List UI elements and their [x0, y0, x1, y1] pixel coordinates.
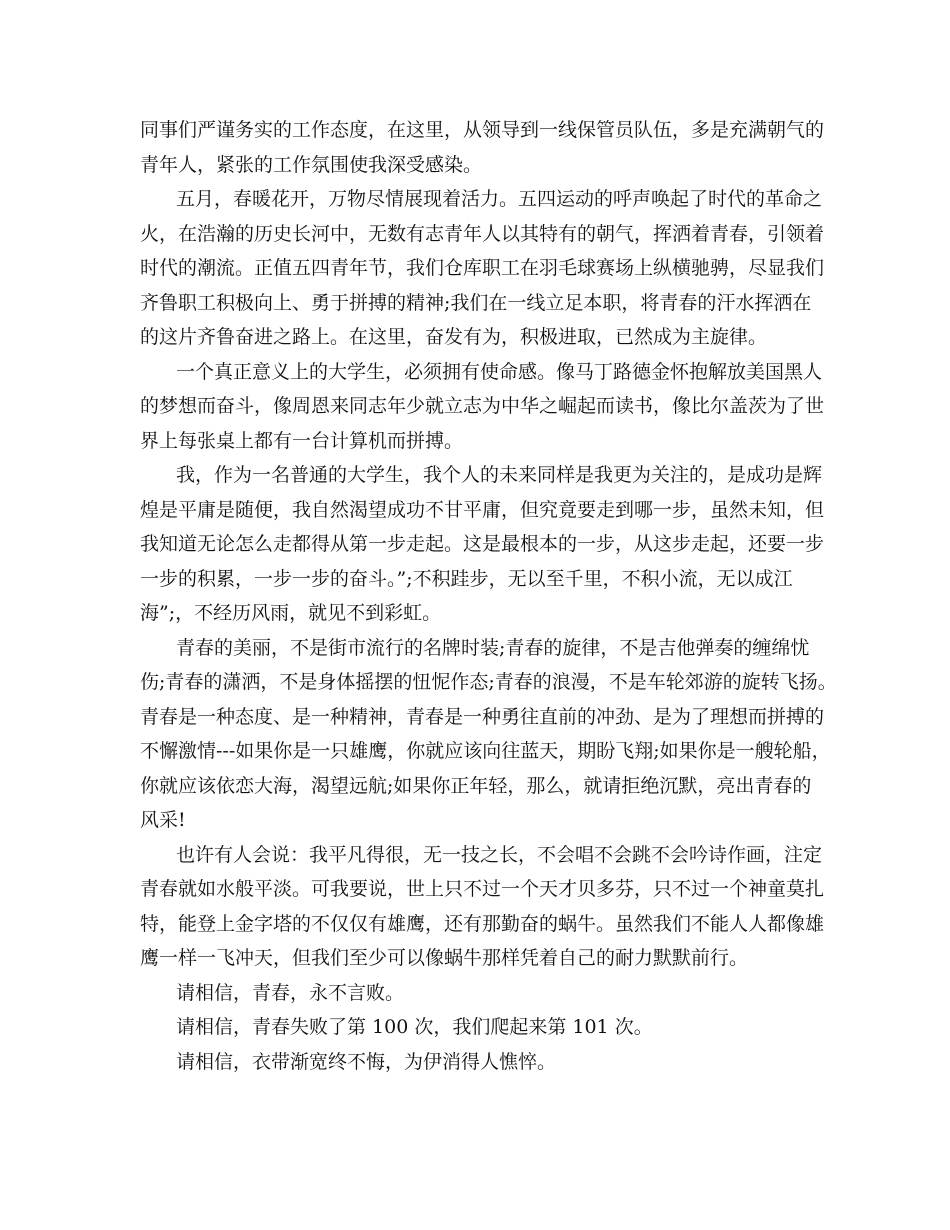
paragraph-8: [140, 1010, 830, 1045]
paragraph-9: [140, 1045, 830, 1080]
text-line: 青春的美丽，不是街市流行的名牌时装;青春的旋律，不是吉他弹奏的缠绵忧: [176, 636, 810, 659]
text-line: 火，在浩瀚的历史长河中，无数有志青年人以其特有的朝气，挥洒着青春，引领着: [140, 222, 825, 245]
document-body: [140, 113, 837, 1079]
text-line: 风采!: [140, 809, 186, 831]
text-line: 青春是一种态度、是一种精神，青春是一种勇往直前的冲劲、是为了理想而拼搏的: [140, 705, 825, 728]
text-line: 鹰一样一飞冲天，但我们至少可以像蜗牛那样凭着自己的耐力默默前行。: [140, 947, 749, 969]
text-line: 特，能登上金字塔的不仅仅有雄鹰，还有那勤奋的蜗牛。虽然我们不能人人都像雄: [140, 912, 825, 935]
text-line: 五月，春暖花开，万物尽情展现着活力。五四运动的呼声唤起了时代的革命之: [176, 188, 823, 210]
text-line: 一个真正意义上的大学生，必须拥有使命感。像马丁路德金怀抱解放美国黑人: [176, 360, 823, 383]
paragraph-6: [140, 838, 830, 976]
text-line: 齐鲁职工积极向上、勇于拼搏的精神;我们在一线立足本职，将青春的汗水挥洒在: [140, 291, 812, 314]
text-line: 同事们严谨务实的工作态度，在这里，从领导到一线保管员队伍，多是充满朝气的: [140, 119, 825, 141]
text-line: 请相信，衣带渐宽终不悔，为伊消得人憔悴。: [176, 1050, 557, 1073]
paragraph-2: [140, 182, 830, 355]
text-line: 不懈激情---如果你是一只雄鹰，你就应该向往蓝天，期盼飞翔;如果你是一艘轮船，: [140, 740, 831, 762]
text-line: 的这片齐鲁奋进之路上。在这里，奋发有为，积极进取，已然成为主旋律。: [140, 326, 768, 348]
text-line: 请相信，青春失败了第 100 次，我们爬起来第 101 次。: [176, 1016, 653, 1038]
text-line: 青年人，紧张的工作氛围使我深受感染。: [140, 153, 483, 176]
text-line: 伤;青春的潇洒，不是身体摇摆的忸怩作态;青春的浪漫，不是车轮郊游的旋转飞扬。: [140, 671, 837, 693]
text-line: 青春就如水般平淡。可我要说，世上只不过一个天才贝多芬，只不过一个神童莫扎: [140, 878, 825, 900]
paragraph-5: [140, 631, 837, 838]
text-line: 你就应该依恋大海，渴望远航;如果你正年轻，那么，就请拒绝沉默，亮出青春的: [140, 774, 812, 797]
paragraph-3: [140, 355, 830, 459]
text-line: 时代的潮流。正值五四青年节，我们仓库职工在羽毛球赛场上纵横驰骋，尽显我们: [140, 257, 825, 279]
paragraph-4: [140, 458, 830, 631]
text-line: 海”;，不经历风雨，就见不到彩虹。: [140, 602, 442, 624]
paragraph-1: [140, 113, 830, 182]
text-line: 煌是平庸是随便，我自然渴望成功不甘平庸，但究竟要走到哪一步，虽然未知，但: [140, 498, 825, 521]
text-line: 我知道无论怎么走都得从第一步走起。这是最根本的一步，从这步走起，还要一步: [140, 533, 825, 555]
text-line: 请相信，青春，永不言败。: [176, 981, 405, 1004]
text-line: 界上每张桌上都有一台计算机而拼搏。: [140, 429, 464, 452]
paragraph-7: [140, 976, 830, 1011]
text-line: 我，作为一名普通的大学生，我个人的未来同样是我更为关注的，是成功是辉: [176, 464, 823, 486]
text-line: 也许有人会说：我平凡得很，无一技之长，不会唱不会跳不会吟诗作画，注定: [176, 843, 823, 866]
text-line: 的梦想而奋斗，像周恩来同志年少就立志为中华之崛起而读书，像比尔盖茨为了世: [140, 395, 825, 417]
text-line: 一步的积累，一步一步的奋斗。”;不积跬步，无以至千里，不积小流，无以成江: [140, 567, 793, 590]
